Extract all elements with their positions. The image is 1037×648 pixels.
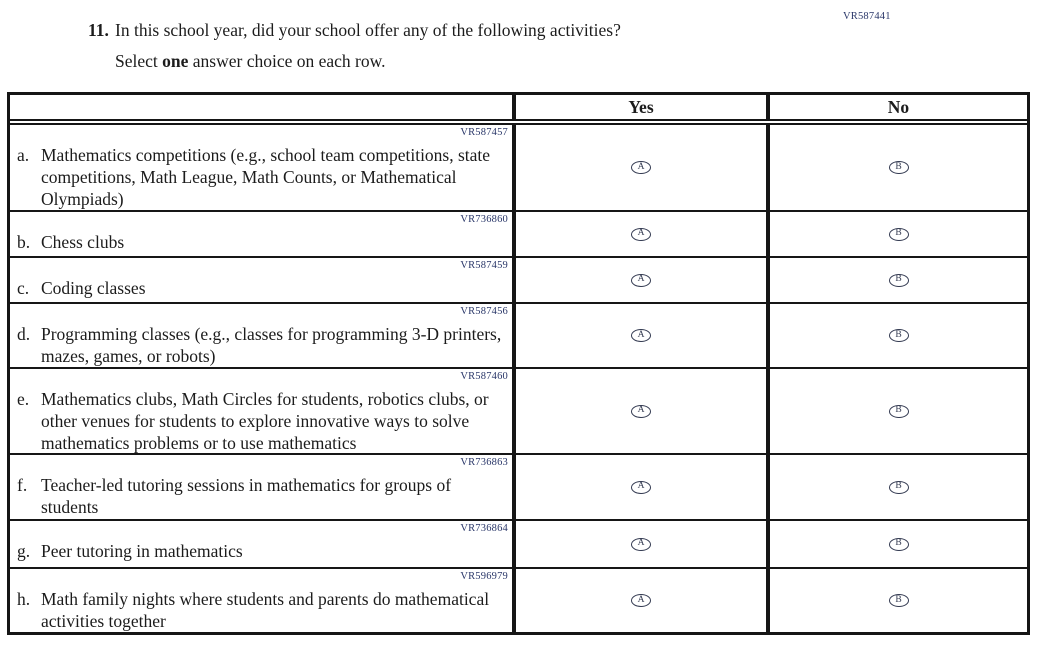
bubble-letter: B [895,481,902,492]
yes-cell [516,258,770,302]
header-activity-cell [10,95,516,119]
header-no: No [887,96,910,117]
no-bubble[interactable] [889,538,909,551]
row-label: Teacher-led tutoring sessions in mathematics for groups of students [41,475,452,517]
yes-bubble[interactable] [631,538,651,551]
row-code: VR596979 [460,571,508,582]
table-header-row [10,95,1027,125]
activity-cell [10,369,516,453]
bubble-letter: B [895,329,902,340]
question-number: 11. [88,20,109,40]
yes-cell [516,212,770,256]
instruction-pre: Select [115,51,163,71]
bubble-letter: B [895,274,902,285]
activity-text [10,588,512,632]
activity-text [10,474,512,518]
activity-text [10,388,512,454]
yes-cell [516,521,770,567]
bubble-letter: A [637,538,645,549]
bubble-letter: A [637,329,645,340]
no-cell [770,369,1027,453]
row-letter: f. [17,475,28,495]
no-bubble[interactable] [889,228,909,241]
row-label: Mathematics competitions (e.g., school team competitions, state competitions, Math League, Math Counts, or Mathematical Olympiads) [41,145,491,209]
row-code: VR736863 [460,457,508,468]
yes-bubble[interactable] [631,329,651,342]
header-yes: Yes [516,95,770,119]
row-label: Chess clubs [41,232,125,252]
bubble-letter: B [895,405,902,416]
bubble-letter: A [637,274,645,285]
yes-cell [516,455,770,519]
row-code: VR587457 [460,127,508,138]
table-row [10,125,1027,212]
row-label: Programming classes (e.g., classes for programming 3-D printers, mazes, games, or robots) [41,324,502,366]
yes-cell [516,369,770,453]
bubble-letter: A [637,228,645,239]
activity-text [10,231,512,253]
activity-cell [10,569,516,632]
no-cell [770,304,1027,367]
no-bubble[interactable] [889,481,909,494]
answer-table [7,92,1030,635]
bubble-letter: B [895,228,902,239]
row-letter: g. [17,541,31,561]
no-bubble[interactable] [889,274,909,287]
yes-bubble[interactable] [631,481,651,494]
no-cell [770,212,1027,256]
row-label: Peer tutoring in mathematics [41,541,243,561]
activity-cell [10,258,516,302]
question-line [88,20,808,41]
table-row [10,569,1027,632]
activity-cell [10,125,516,210]
row-label: Coding classes [41,278,146,298]
row-letter: a. [17,145,30,165]
activity-cell [10,304,516,367]
yes-cell [516,125,770,210]
table-row [10,455,1027,521]
table-row [10,258,1027,304]
row-code: VR736864 [460,523,508,534]
no-cell [770,125,1027,210]
question-instruction [115,51,808,72]
activity-cell [10,212,516,256]
yes-bubble[interactable] [631,228,651,241]
row-label: Math family nights where students and parents do mathematical activities together [41,589,490,631]
table-row [10,369,1027,455]
row-code: VR587456 [460,306,508,317]
activity-cell [10,455,516,519]
bubble-letter: A [637,161,645,172]
yes-bubble[interactable] [631,161,651,174]
no-bubble[interactable] [889,405,909,418]
activity-text [10,323,512,367]
row-letter: h. [17,589,31,609]
no-cell [770,569,1027,632]
yes-bubble[interactable] [631,274,651,287]
question-text: In this school year, did your school offer any of the following activities? [115,20,621,40]
bubble-letter: B [895,594,902,605]
form-code: VR587441 [843,11,891,22]
row-label: Mathematics clubs, Math Circles for students, robotics clubs, or other venues for students to explore innovative ways to solve mathematics problems or to use mathematics [41,389,489,453]
row-letter: b. [17,232,31,252]
yes-bubble[interactable] [631,405,651,418]
activity-text [10,540,512,562]
activity-cell [10,521,516,567]
row-letter: d. [17,324,31,344]
question-block [88,20,808,72]
bubble-letter: A [637,405,645,416]
no-bubble[interactable] [889,594,909,607]
row-code: VR587459 [460,260,508,271]
instruction-post: answer choice on each row. [188,51,386,71]
table-row [10,521,1027,569]
yes-bubble[interactable] [631,594,651,607]
no-cell [770,258,1027,302]
table-row [10,212,1027,258]
activity-text [10,144,512,210]
yes-cell [516,569,770,632]
no-cell [770,455,1027,519]
row-code: VR736860 [460,214,508,225]
activity-text [10,277,512,299]
bubble-letter: B [895,538,902,549]
yes-cell [516,304,770,367]
no-bubble[interactable] [889,329,909,342]
instruction-bold: one [162,51,189,71]
row-letter: c. [17,278,30,298]
no-cell [770,521,1027,567]
row-letter: e. [17,389,30,409]
bubble-letter: A [637,594,645,605]
bubble-letter: B [895,161,902,172]
table-row [10,304,1027,369]
bubble-letter: A [637,481,645,492]
no-bubble[interactable] [889,161,909,174]
row-code: VR587460 [460,371,508,382]
